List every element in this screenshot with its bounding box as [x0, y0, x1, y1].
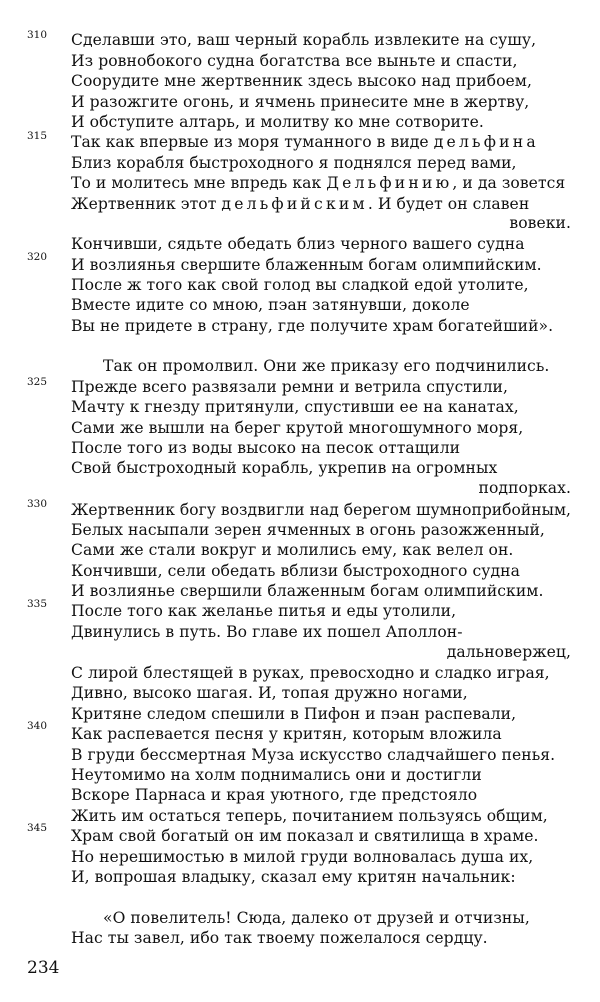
- line-number: 335: [27, 598, 48, 610]
- verse-line: Соорудите мне жертвенник здесь высоко над прибоем,: [71, 72, 532, 90]
- verse-line: После того как желанье питья и еды утолили,: [71, 602, 457, 620]
- verse-line: Как распевается песня у критян, которым вложила: [71, 725, 502, 743]
- emphasis-spaced-word: дельфийским: [221, 195, 368, 213]
- line-number: 315: [27, 130, 48, 142]
- verse-line: Жить им остаться теперь, почитанием пользуясь общим,: [71, 807, 548, 825]
- verse-line: Кончивши, сели обедать вблизи быстроходного судна: [71, 562, 520, 580]
- verse-line: Сами же стали вокруг и молились ему, как велел он.: [71, 541, 514, 559]
- line-number: 320: [27, 251, 48, 263]
- verse-line: Кончивши, сядьте обедать близ черного вашего судна: [71, 235, 525, 253]
- verse-line: И возлиянье свершили блаженным богам олимпийским.: [71, 582, 544, 600]
- verse-line: Белых насыпали зерен ячменных в огонь разожженный,: [71, 521, 545, 539]
- line-number: 325: [27, 376, 48, 388]
- verse-line-continuation: вовеки.: [509, 214, 571, 232]
- page-number: 234: [27, 958, 60, 978]
- emphasis-spaced-word: дельфина: [433, 133, 539, 151]
- line-number: 345: [27, 822, 48, 834]
- verse-line: С лирой блестящей в руках, превосходно и сладко играя,: [71, 664, 550, 682]
- verse-line: «О повелитель! Сюда, далеко от друзей и отчизны,: [103, 909, 530, 927]
- verse-line-continuation: дальновержец,: [446, 643, 571, 661]
- verse-line: В груди бессмертная Муза искусство сладчайшего пенья.: [71, 746, 556, 764]
- verse-line: Так он промолвил. Они же приказу его подчинились.: [103, 357, 550, 375]
- line-number: 330: [27, 498, 48, 510]
- verse-line: Но нерешимостью в милой груди волновалась душа их,: [71, 848, 534, 866]
- verse-line: Вы не придете в страну, где получите храм богатейший».: [71, 317, 554, 335]
- verse-line: После ж того как свой голод вы сладкой едой утолите,: [71, 276, 529, 294]
- verse-line: Вскоре Парнаса и края уютного, где предстояло: [71, 786, 478, 804]
- verse-line: И возлиянья свершите блаженным богам олимпийским.: [71, 256, 542, 274]
- verse-line: Храм свой богатый он им показал и святилища в храме.: [71, 827, 539, 845]
- line-number: 340: [27, 720, 48, 732]
- verse-line: Вместе идите со мною, пэан затянувши, доколе: [71, 296, 470, 314]
- verse-line: Жертвенник богу воздвигли над берегом шумноприбойным,: [71, 501, 572, 519]
- verse-line: Сделавши это, ваш черный корабль извлеките на сушу,: [71, 31, 537, 49]
- verse-line: Из ровнобокого судна богатства все выньте и спасти,: [71, 52, 518, 70]
- verse-line: Неутомимо на холм поднимались они и достигли: [71, 766, 482, 784]
- verse-line: Прежде всего развязали ремни и ветрила спустили,: [71, 378, 508, 396]
- verse-line: Двинулись в путь. Во главе их пошел Аполлон-: [71, 623, 463, 641]
- verse-line: Дивно, высоко шагая. И, топая дружно ногами,: [71, 684, 468, 702]
- verse-line: Критяне следом спешили в Пифон и пэан распевали,: [71, 705, 517, 723]
- verse-line: То и молитесь мне впредь как Дельфинию, и да зовется: [71, 174, 566, 192]
- verse-line: Нас ты завел, ибо так твоему пожелалося сердцу.: [71, 929, 488, 947]
- verse-line: После того из воды высоко на песок оттащили: [71, 439, 461, 457]
- emphasis-spaced-word: Дельфинию: [326, 174, 453, 192]
- verse-line: Жертвенник этот дельфийским. И будет он славен: [71, 195, 530, 213]
- verse-line: И, вопрошая владыку, сказал ему критян начальник:: [71, 868, 516, 886]
- verse-line: Близ корабля быстроходного я поднялся перед вами,: [71, 154, 517, 172]
- verse-line-continuation: подпорках.: [478, 479, 571, 497]
- verse-line: Так как впервые из моря туманного в виде дельфина: [71, 133, 539, 151]
- verse-line: Свой быстроходный корабль, укрепив на огромных: [71, 459, 498, 477]
- line-number: 310: [27, 29, 48, 41]
- verse-line: Мачту к гнезду притянули, спустивши ее на канатах,: [71, 398, 519, 416]
- verse-line: И обступите алтарь, и молитву ко мне сотворите.: [71, 113, 484, 131]
- verse-line: И разожгите огонь, и ячмень принесите мне в жертву,: [71, 93, 530, 111]
- verse-line: Сами же вышли на берег крутой многошумного моря,: [71, 419, 524, 437]
